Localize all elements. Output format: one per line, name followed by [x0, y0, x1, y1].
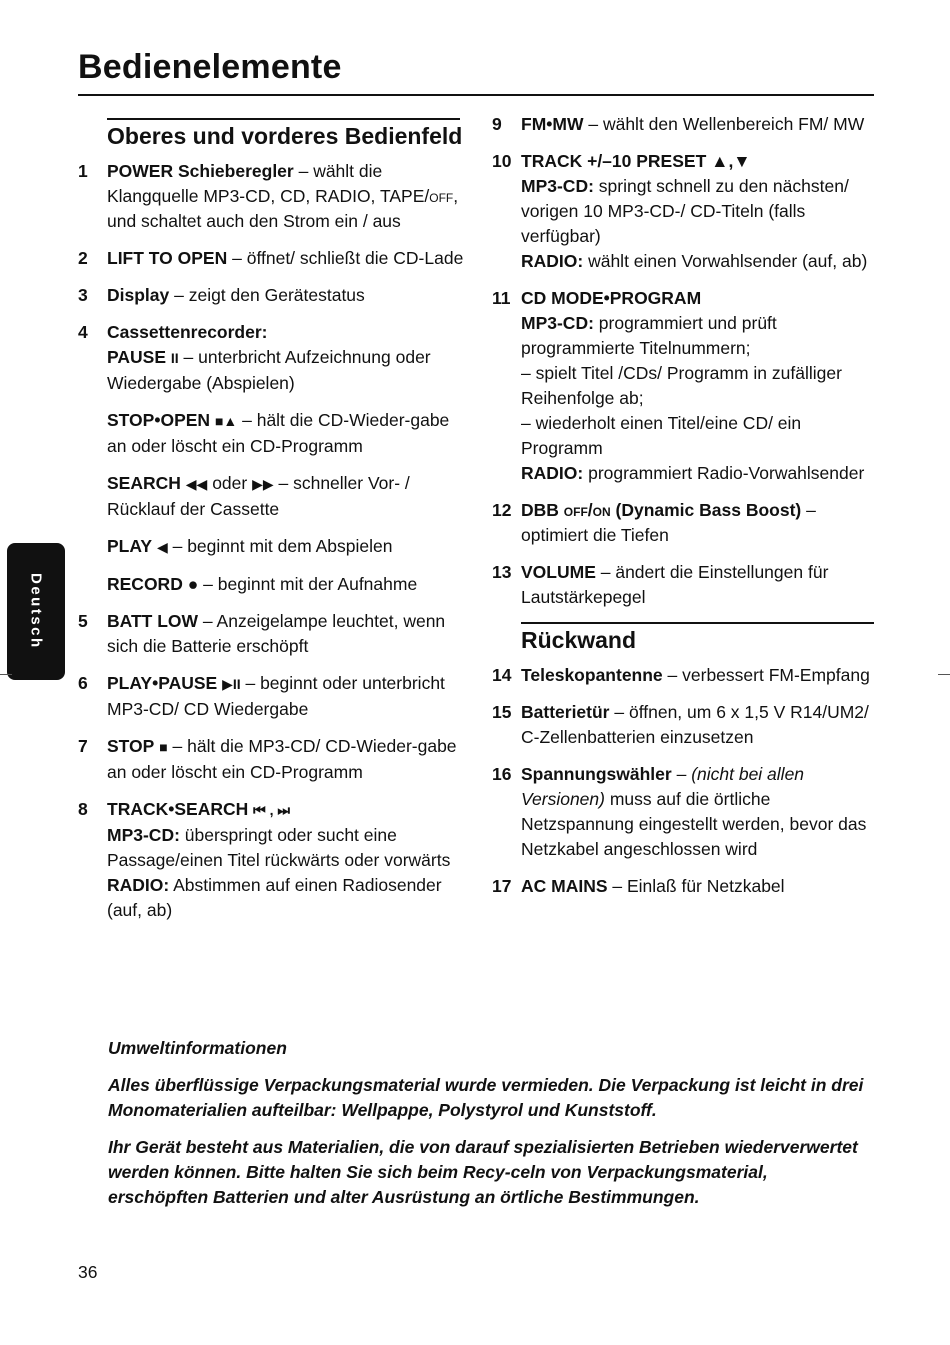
- item-text: , und schaltet auch den Strom ein / aus: [107, 185, 459, 231]
- section-rule: [521, 622, 874, 624]
- list-item-16: [492, 762, 882, 862]
- item-number: 7: [78, 735, 88, 756]
- list-item-4: [78, 320, 464, 597]
- environment-heading: Umweltinformationen: [108, 1038, 287, 1058]
- item-term: Display: [107, 284, 170, 305]
- mode-label: MP3-CD:: [521, 176, 594, 196]
- item-smallcaps: off: [429, 185, 454, 206]
- right-column: [492, 112, 882, 911]
- pause-label: PAUSE: [107, 346, 166, 367]
- pause-text: – unterbricht Aufzeichnung oder Wiedergabe (Abspielen): [107, 346, 431, 393]
- left-column: [78, 112, 464, 935]
- play-pause-icon: ▶II: [222, 675, 241, 692]
- item-text: – öffnet/ schließt die CD-Lade: [227, 247, 464, 268]
- crop-mark-right: [938, 674, 950, 675]
- list-item-3: [78, 283, 464, 308]
- item-smallcaps: off/on: [563, 500, 611, 520]
- item-term: CD MODE•PROGRAM: [521, 288, 702, 308]
- item-term: STOP: [107, 735, 155, 756]
- item-text: – wählt die Klangquelle MP3-CD, CD, RADIO, TAPE/: [107, 160, 430, 206]
- item-term: TRACK•SEARCH: [107, 798, 249, 819]
- search-label: SEARCH: [107, 472, 181, 493]
- item-term: (Dynamic Bass Boost): [610, 500, 802, 520]
- language-tab: [7, 543, 65, 680]
- item-number: 15: [492, 701, 512, 722]
- list-item-2: [78, 246, 464, 271]
- item-number: 14: [492, 664, 512, 685]
- item-text: – öffnen, um 6 x 1,5 V R14/UM2/ C-Zellenbatterien einzusetzen: [521, 701, 869, 747]
- item-term: FM•MW: [521, 114, 584, 134]
- record-text: – beginnt mit der Aufnahme: [198, 573, 418, 594]
- environment-paragraph-2: Ihr Gerät besteht aus Materialien, die von darauf spezialisierten Betrieben wiederverwertet werden können. Bitte halten Sie sich beim Recy-celn von Verpackungsmaterial, erschöpften Batterien und alter Ausrüstung an örtliche Bestimmungen.: [108, 1137, 858, 1207]
- list-item-8: [78, 797, 464, 923]
- item-number: 5: [78, 610, 88, 631]
- item-term: VOLUME: [521, 562, 596, 582]
- item-number: 16: [492, 763, 512, 784]
- item-text: – Einlaß für Netzkabel: [607, 875, 785, 896]
- list-item-15: [492, 700, 882, 750]
- item-term: LIFT TO OPEN: [107, 247, 228, 268]
- item-term: BATT LOW: [107, 610, 199, 631]
- item-text: – wählt den Wellenbereich FM/ MW: [583, 114, 865, 134]
- item-text: – hält die MP3-CD/ CD-Wieder-gabe an oder löscht ein CD-Programm: [107, 735, 457, 782]
- environment-info: [108, 1036, 868, 1222]
- list-item-13: [492, 560, 882, 610]
- item-number: 8: [78, 798, 88, 819]
- mode-text: wählt einen Vorwahlsender (auf, ab): [583, 251, 868, 271]
- mode-text: programmiert und prüft programmierte Titelnummern;: [521, 313, 777, 358]
- environment-paragraph-1: Alles überflüssige Verpackungsmaterial wurde vermieden. Die Verpackung ist leicht in drei Monomaterialien aufteilbar: Wellpappe, Polystyrol und Kunststoff.: [108, 1075, 864, 1120]
- mode-label: RADIO:: [521, 251, 584, 271]
- list-item-5: [78, 609, 464, 659]
- list-item-12: [492, 498, 882, 548]
- pause-icon: II: [170, 349, 179, 366]
- list-item-17: [492, 874, 882, 899]
- item-term: AC MAINS: [521, 875, 608, 896]
- pause-entry: [107, 345, 464, 396]
- mode-label: RADIO:: [521, 463, 584, 483]
- item-number: 3: [78, 284, 88, 305]
- mode-label: MP3-CD:: [107, 824, 180, 845]
- play-icon: ◀: [156, 538, 168, 555]
- page-title: Bedienelemente: [78, 48, 342, 86]
- item-number: 9: [492, 114, 502, 134]
- item-term: TRACK +/–10 PRESET ▲,▼: [521, 151, 751, 171]
- list-item-9: [492, 112, 882, 137]
- search-entry: [107, 471, 464, 522]
- list-item-1: [78, 159, 464, 234]
- item-term: POWER Schieberegler: [107, 160, 294, 181]
- stop-icon: ■: [159, 738, 168, 755]
- section-heading-top-front: Oberes und vorderes Bedienfeld: [107, 122, 463, 149]
- item-text: – beginnt oder unterbricht MP3-CD/ CD Wiedergabe: [107, 672, 445, 719]
- mode-label: RADIO:: [107, 874, 170, 895]
- mode-text: – spielt Titel /CDs/ Programm in zufälliger Reihenfolge ab;: [521, 363, 842, 408]
- page-number: 36: [78, 1262, 98, 1282]
- crop-mark-left: [0, 674, 12, 675]
- language-tab-label: Deutsch: [27, 573, 45, 650]
- stop-open-label: STOP•OPEN: [107, 409, 211, 430]
- item-text: – Anzeigelampe leuchtet, wenn sich die Batterie erschöpft: [107, 610, 446, 656]
- item-number: 6: [78, 672, 88, 693]
- item-number: 2: [78, 247, 88, 268]
- play-entry: [107, 534, 464, 560]
- item-number: 17: [492, 875, 512, 896]
- item-term: Teleskopantenne: [521, 664, 663, 685]
- list-item-10: [492, 149, 882, 274]
- mode-text: Abstimmen auf einen Radiosender (auf, ab): [107, 874, 442, 920]
- item-number: 10: [492, 151, 512, 171]
- play-label: PLAY: [107, 535, 153, 556]
- item-term: PLAY•PAUSE: [107, 672, 218, 693]
- list-item-11: [492, 286, 882, 486]
- stop-open-entry: [107, 408, 464, 459]
- item-number: 13: [492, 562, 512, 582]
- item-term: Cassettenrecorder:: [107, 321, 268, 342]
- item-number: 1: [78, 160, 88, 181]
- item-text: – zeigt den Gerätestatus: [169, 284, 365, 305]
- item-term: Spannungswähler: [521, 763, 672, 784]
- list-item-7: [78, 734, 464, 785]
- item-text: – optimiert die Tiefen: [521, 500, 816, 545]
- play-text: – beginnt mit dem Abspielen: [167, 535, 393, 556]
- title-rule: [78, 94, 874, 96]
- mode-text: überspringt oder sucht eine Passage/einen Titel rückwärts oder vorwärts: [107, 824, 451, 870]
- mode-text: – wiederholt einen Titel/eine CD/ ein Programm: [521, 413, 802, 458]
- stop-eject-icon: ■▲: [214, 412, 238, 429]
- record-entry: [107, 572, 464, 597]
- item-number: 4: [78, 321, 88, 342]
- section-heading-back: Rückwand: [521, 626, 637, 653]
- item-number: 12: [492, 500, 512, 520]
- search-text: – schneller Vor- / Rücklauf der Cassette: [107, 472, 410, 519]
- item-text: – verbessert FM-Empfang: [662, 664, 870, 685]
- skip-prev-next-icon: ⏮ , ⏭: [253, 801, 291, 818]
- section-rule: [107, 118, 460, 120]
- record-icon: ●: [187, 573, 199, 594]
- rewind-icon: ◀◀: [185, 475, 208, 492]
- mode-text: programmiert Radio-Vorwahlsender: [583, 463, 865, 483]
- item-text: – ändert die Einstellungen für Lautstärkepegel: [521, 562, 829, 607]
- list-item-14: [492, 663, 882, 688]
- item-term: Batterietür: [521, 701, 610, 722]
- search-or: oder: [207, 472, 253, 493]
- item-number: 11: [492, 288, 511, 308]
- item-note: (nicht bei allen Versionen): [521, 763, 805, 809]
- record-label: RECORD: [107, 573, 183, 594]
- item-text: –: [671, 763, 692, 784]
- stop-open-text: – hält die CD-Wieder-gabe an oder löscht ein CD-Programm: [107, 409, 450, 456]
- list-item-6: [78, 671, 464, 722]
- mode-label: MP3-CD:: [521, 313, 594, 333]
- item-text: muss auf die örtliche Netzspannung eingestellt werden, bevor das Netzkabel angeschlossen wird: [521, 788, 867, 859]
- fast-forward-icon: ▶▶: [252, 475, 274, 492]
- mode-text: springt schnell zu den nächsten/ vorigen 10 MP3-CD-/ CD-Titeln (falls verfügbar): [521, 176, 849, 246]
- item-term: DBB: [521, 500, 564, 520]
